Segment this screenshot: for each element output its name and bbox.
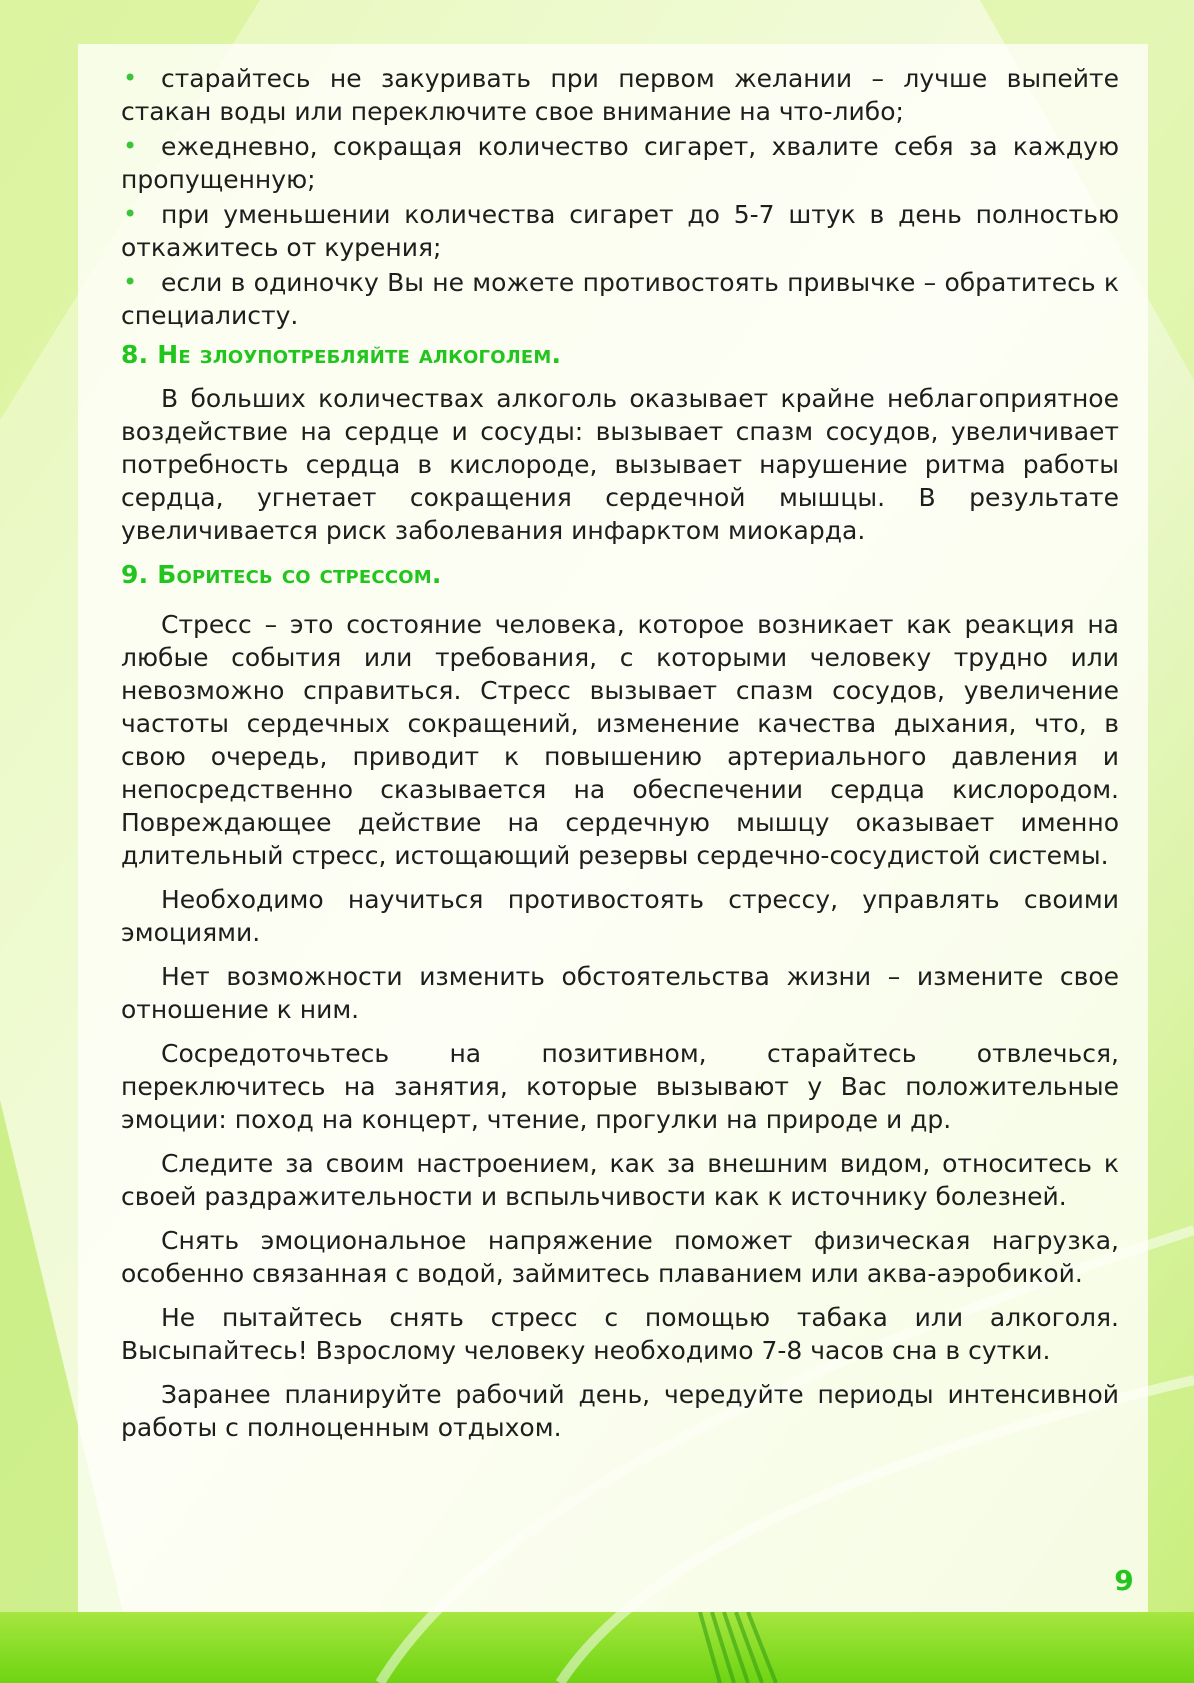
page-content [121, 62, 1119, 1455]
stress-paragraph: Следите за своим настроением, как за внешним видом, относитесь к своей раздражительности и вспыльчивости как к источнику болезней. [121, 1149, 1119, 1211]
list-item: • ежедневно, сокращая количество сигарет, хвалите себя за каждую пропущенную; [121, 132, 1119, 194]
alcohol-paragraph: В больших количествах алкоголь оказывает крайне неблагоприятное воздействие на сердце и сосуды: вызывает спазм сосудов, увеличивает потребность сердца в кислороде, вызывает нарушение ритма работы сердца, угнетает сокращения сердечной мышцы. В результате увеличивается риск заболевания инфарктом миокарда. [121, 384, 1119, 545]
stress-paragraph: Не пытайтесь снять стресс с помощью табака или алкоголя. Высыпайтесь! Взрослому человеку необходимо 7-8 часов сна в сутки. [121, 1303, 1119, 1365]
section-heading-stress: 9. Боритесь со стрессом. [121, 560, 442, 589]
stress-paragraph: Стресс – это состояние человека, которое возникает как реакция на любые события или требования, с которыми человеку трудно или невозможно справиться. Стресс вызывает спазм сосудов, увеличение частоты сердечных сокращений, изменение качества дыхания, что, в свою очередь, приводит к повышению артериального давления и непосредственно сказывается на обеспечении сердца кислородом. Повреждающее действие на сердечную мышцу оказывает именно длительный стресс, истощающий резервы сердечно-сосудистой системы. [121, 610, 1119, 870]
list-item: • старайтесь не закуривать при первом желании – лучше выпейте стакан воды или переключите свое внимание на что-либо; [121, 64, 1119, 126]
stress-paragraph: Нет возможности изменить обстоятельства жизни – измените свое отношение к ним. [121, 962, 1119, 1024]
stress-paragraph: Снять эмоциональное напряжение поможет физическая нагрузка, особенно связанная с водой, займитесь плаванием или аква-аэробикой. [121, 1226, 1119, 1288]
bullet-icon: • [123, 200, 138, 228]
stress-paragraph: Необходимо научиться противостоять стрессу, управлять своими эмоциями. [121, 885, 1119, 947]
list-item: • если в одиночку Вы не можете противостоять привычке – обратитесь к специалисту. [121, 268, 1119, 330]
stress-paragraph: Сосредоточьтесь на позитивном, старайтесь отвлечься, переключитесь на занятия, которые вызывают у Вас положительные эмоции: поход на концерт, чтение, прогулки на природе и др. [121, 1039, 1119, 1134]
bullet-icon: • [123, 132, 138, 160]
bullet-icon: • [123, 268, 138, 296]
stress-paragraph: Заранее планируйте рабочий день, чередуйте периоды интенсивной работы с полноценным отдыхом. [121, 1380, 1119, 1442]
page-number: 9 [1114, 1564, 1134, 1597]
section-heading-alcohol: 8. Не злоупотребляйте алкоголем. [121, 340, 562, 369]
smoking-tips-list [121, 62, 1119, 332]
bullet-icon: • [123, 64, 138, 92]
list-item: • при уменьшении количества сигарет до 5-7 штук в день полностью откажитесь от курения; [121, 200, 1119, 262]
